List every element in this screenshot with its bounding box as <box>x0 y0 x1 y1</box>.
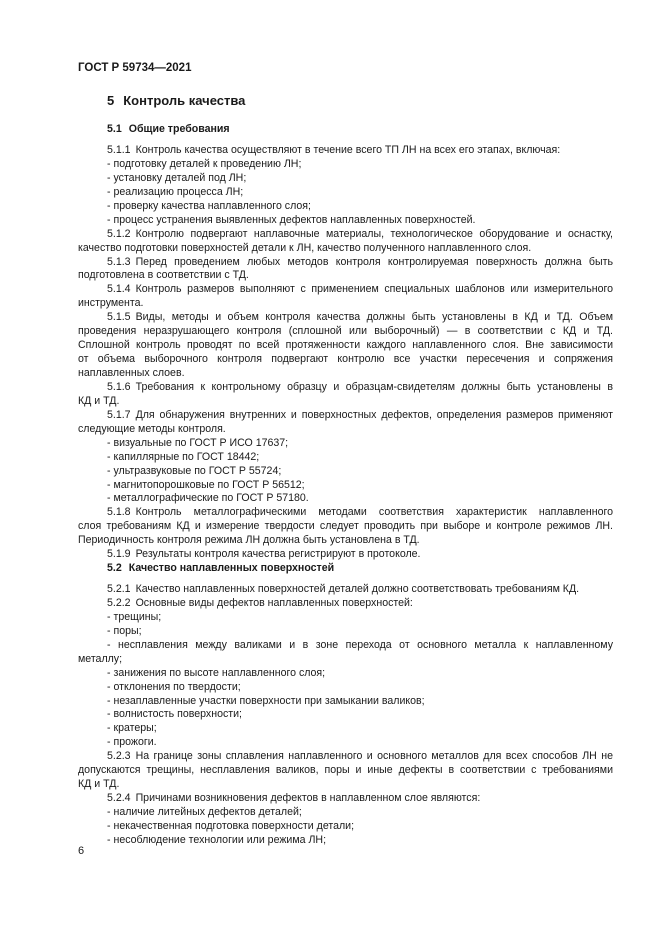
paragraph-line: инструмента. <box>78 297 144 310</box>
list-item: - несоблюдение технологии или режима ЛН; <box>107 833 327 846</box>
paragraph-5-2-1: 5.2.1 Качество наплавленных поверхностей деталей должно соответствовать требованиям КД. <box>107 583 580 595</box>
paragraph-line: КД и ТД. <box>78 778 120 791</box>
subsection-heading: 5.2 Качество наплавленных поверхностей <box>107 562 335 574</box>
paragraph-5-1-1: 5.1.1 Контроль качества осуществляют в течение всего ТП ЛН на всех его этапах, включая: <box>107 144 561 156</box>
paragraph-5-1-5: 5.1.5 Виды, методы и объем контроля качества должны быть установлены в КД и ТД. Объем <box>107 311 613 324</box>
subsection-5-1 <box>78 123 613 137</box>
list-item: - проверку качества наплавленного слоя; <box>107 199 311 212</box>
list-item: - трещины; <box>107 610 162 623</box>
section-title: Контроль качества <box>123 93 246 108</box>
section-heading <box>107 93 245 108</box>
list-item: - кратеры; <box>107 722 157 735</box>
paragraph-5-1-2: 5.1.2 Контролю подвергают наплавочные материалы, технологическое оборудование и оснастку, <box>107 227 613 240</box>
paragraph-5-1-4: 5.1.4 Контроль размеров выполняют с применением специальных шаблонов или измерительного <box>107 283 613 296</box>
list-item: - отклонения по твердости; <box>107 680 241 693</box>
standard-code: ГОСТ Р 59734—2021 <box>78 62 192 74</box>
paragraph-5-2-2: 5.2.2 Основные виды дефектов наплавленных поверхностей: <box>107 596 413 609</box>
list-item: - процесс устранения выявленных дефектов наплавленных поверхностей. <box>107 213 476 226</box>
paragraphs-5-2 <box>78 583 613 848</box>
paragraph-line: проведения неразрушающего контроля (сплошной или выборочный) — в соответствии с КД и ТД. <box>78 325 613 338</box>
paragraph-line: подготовлена в соответствии с ТД. <box>78 269 249 282</box>
paragraph-line: наплавленных слоев. <box>78 367 185 379</box>
list-item: - некачественная подготовка поверхности детали; <box>107 819 355 832</box>
list-item: - прожоги. <box>107 736 157 749</box>
paragraph-5-1-9: 5.1.9 Результаты контроля качества регистрируют в протоколе. <box>107 548 421 561</box>
list-item: - незаплавленные участки поверхности при замыкании валиков; <box>107 694 425 707</box>
paragraph-line: Сплошной контроль проводят по всей протяженности каждого наплавленного слоя. Вне зависимости <box>78 339 613 352</box>
paragraph-line: слоя требованиям КД и измерение твердости следует проводить при выборе и контроле режимов ЛН. <box>78 520 613 533</box>
list-item: - волнистость поверхности; <box>107 708 242 721</box>
paragraph-line: от объема выборочного контроля подвергают контролю все участки пересечения и сопряжения <box>78 353 613 366</box>
list-item: - капиллярные по ГОСТ 18442; <box>107 450 260 463</box>
list-item: - наличие литейных дефектов деталей; <box>107 806 302 818</box>
paragraph-5-1-7: 5.1.7 Для обнаружения внутренних и поверхностных дефектов, определения размеров применяют <box>107 408 613 421</box>
list-item: - подготовку деталей к проведению ЛН; <box>107 157 302 170</box>
list-item-continuation: металлу; <box>78 652 123 665</box>
paragraphs-5-1 <box>78 144 613 562</box>
paragraph-line: КД и ТД. <box>78 394 120 407</box>
list-item: - занижения по высоте наплавленного слоя; <box>107 666 326 679</box>
page-number: 6 <box>78 845 85 857</box>
paragraph-line: Периодичность контроля режима ЛН должна быть установлена в ТД. <box>78 534 420 547</box>
paragraph-5-1-3: 5.1.3 Перед проведением любых методов контроля контролируемая поверхность должна быть <box>107 255 613 268</box>
list-item: - реализацию процесса ЛН; <box>107 185 244 198</box>
subsection-heading: 5.1 Общие требования <box>107 123 230 135</box>
paragraph-line: допускаются трещины, несплавления валиков, поры и иные дефекты в соответствии с требованиями <box>78 764 613 777</box>
paragraph-5-1-6: 5.1.6 Требования к контрольному образцу и образцам-свидетелям должны быть установлены в <box>107 380 613 393</box>
list-item: - магнитопорошковые по ГОСТ Р 56512; <box>107 478 305 491</box>
list-item: - несплавления между валиками и в зоне перехода от основного металла к наплавленному <box>107 638 613 651</box>
list-item: - установку деталей под ЛН; <box>107 171 247 184</box>
paragraph-5-2-3: 5.2.3 На границе зоны сплавления наплавленного и основного металлов для всех способов ЛН не <box>107 750 613 763</box>
list-item: - поры; <box>107 624 142 637</box>
paragraph-5-1-8: 5.1.8 Контроль металлографическими методами соответствия характеристик наплавленного <box>107 506 613 519</box>
list-item: - визуальные по ГОСТ Р ИСО 17637; <box>107 436 289 449</box>
paragraph-line: следующие методы контроля. <box>78 422 226 435</box>
paragraph-5-2-4: 5.2.4 Причинами возникновения дефектов в наплавленном слое являются: <box>107 792 481 805</box>
list-item: - металлографические по ГОСТ Р 57180. <box>107 492 309 505</box>
paragraph-line: качество подготовки поверхностей детали к ЛН, качество полученного наплавленного слоя. <box>78 241 532 254</box>
section-number: 5 <box>107 93 115 108</box>
subsection-5-2 <box>78 562 613 576</box>
list-item: - ультразвуковые по ГОСТ Р 55724; <box>107 464 282 477</box>
